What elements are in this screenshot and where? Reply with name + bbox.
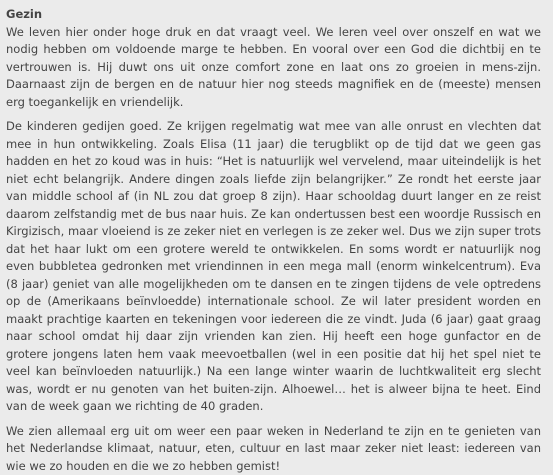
paragraph-intro: We leven hier onder hoge druk en dat vraagt veel. We leren veel over onszelf en wat we nodig hebben om voldoende marge te hebben. En vooral over een God die dichtbij en te vertrouwen is. Hij duwt ons uit onze comfort zone en laat ons zo groeien in mens-zijn. Daarnaast zijn de bergen en de natuur hier nog steeds magnifiek en de (meeste) mensen erg toegankelijk en vriendelijk.	[6, 24, 541, 112]
paragraph-netherlands: We zien allemaal erg uit om weer een paar weken in Nederland te zijn en te genieten van het Nederlandse klimaat, natuur, eten, cultuur en last maar zeker niet least: iedereen van wie we zo houden en die we zo hebben gemist!	[6, 423, 541, 475]
paragraph-children: De kinderen gedijen goed. Ze krijgen regelmatig wat mee van alle onrust en vlechten dat mee in hun ontwikkeling. Zoals Elisa (11 jaar) die terugblikt op de tijd dat we geen gas hadden en het zo koud was in huis: “Het is natuurlijk wel vervelend, maar uiteindelijk is het niet echt belangrijk. Andere dingen zoals liefde zijn belangrijker.” Ze rondt het eerste jaar van middle school af (in NL zou dat groep 8 zijn). Haar schooldag duurt langer en ze reist daarom zelfstandig met de bus naar huis. Ze kan ondertussen best een woordje Russisch en Kirgizisch, maar vloeiend is ze zeker niet en verlegen is ze zeker wel. Dus we zijn super trots dat het haar lukt om een grotere wereld te ontwikkelen. En soms wordt er natuurlijk nog even bubbletea gedronken met vriendinnen in een mega mall (enorm winkelcentrum). Eva (8 jaar) geniet van alle mogelijkheden om te dansen en te zingen tijdens de vele optredens op de (Amerikaans beïnvloedde) internationale school. Ze wil later president worden en maakt prachtige kaarten en tekeningen voor iedereen die ze vindt. Juda (6 jaar) gaat graag naar school omdat hij daar zijn vrienden kan zien. Hij heeft een hoge gunfactor en de grotere jongens laten hem vaak meevoetballen (wel in een positie dat hij het spel niet te veel kan beïnvloeden natuurlijk.) Na een lange winter waarin de luchtkwaliteit erg slecht was, wordt er nu genoten van het buiten-zijn. Alhoewel… het is alweer bijna te heet. Eind van de week gaan we richting de 40 graden.	[6, 118, 541, 416]
section-heading: Gezin	[6, 6, 541, 24]
